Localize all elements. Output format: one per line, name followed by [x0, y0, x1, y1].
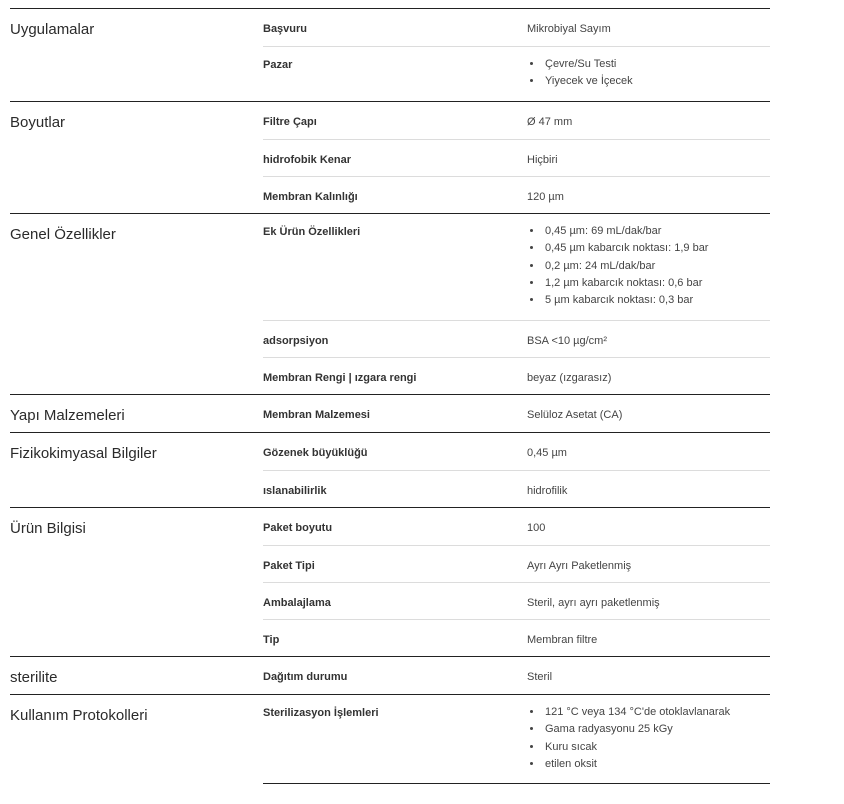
spec-label: Membran Kalınlığı	[263, 190, 358, 203]
section-rows	[263, 9, 770, 101]
list-item: • etilen oksit	[543, 756, 770, 773]
spec-row	[263, 470, 770, 507]
section-sterilite	[10, 656, 770, 694]
spec-value: Membran filtre	[527, 633, 598, 646]
spec-row	[263, 357, 770, 394]
spec-row	[263, 619, 770, 656]
spec-row	[263, 545, 770, 582]
table-end-rule	[263, 783, 770, 784]
spec-row	[263, 320, 770, 357]
section-title: Ürün Bilgisi	[10, 519, 86, 537]
spec-value: Ayrı Ayrı Paketlenmiş	[527, 559, 632, 572]
spec-row	[263, 508, 770, 545]
spec-row	[263, 176, 770, 213]
spec-label: ıslanabilirlik	[263, 484, 327, 497]
spec-value: Steril, ayrı ayrı paketlenmiş	[527, 596, 660, 609]
spec-label: Sterilizasyon İşlemleri	[263, 706, 379, 719]
spec-label: Membran Malzemesi	[263, 408, 370, 421]
spec-label: Dağıtım durumu	[263, 670, 348, 683]
spec-label: Membran Rengi | ızgara rengi	[263, 371, 417, 384]
spec-value: Mikrobiyal Sayım	[527, 23, 611, 35]
spec-value: 120 µm	[527, 190, 564, 203]
section-urun-bilgisi	[10, 507, 770, 656]
section-uygulamalar	[10, 8, 770, 101]
bullet-list	[527, 704, 770, 774]
spec-value: Selüloz Asetat (CA)	[527, 408, 623, 421]
list-item: • Kuru sıcak	[543, 739, 770, 756]
spec-row	[263, 582, 770, 619]
spec-row	[263, 695, 770, 784]
spec-value: beyaz (ızgarasız)	[527, 371, 612, 384]
spec-label: hidrofobik Kenar	[263, 153, 352, 166]
spec-row	[263, 9, 770, 46]
section-boyutlar	[10, 101, 770, 213]
spec-row	[263, 102, 770, 139]
list-item: • Yiyecek ve İçecek	[543, 73, 770, 90]
spec-value-list	[527, 214, 770, 320]
spec-label: Gözenek büyüklüğü	[263, 446, 368, 459]
section-title: Yapı Malzemeleri	[10, 406, 125, 424]
list-item: • Gama radyasyonu 25 kGy	[543, 721, 770, 738]
section-title: Uygulamalar	[10, 21, 95, 38]
section-rows	[263, 395, 770, 432]
list-item: • 0,45 µm: 69 mL/dak/bar	[543, 223, 770, 240]
section-rows	[263, 214, 770, 394]
spec-label: Paket boyutu	[263, 521, 333, 534]
spec-value: 100	[527, 521, 546, 534]
section-rows	[263, 102, 770, 213]
spec-value-list	[527, 695, 770, 784]
section-title: sterilite	[10, 668, 58, 686]
spec-value: hidrofilik	[527, 484, 568, 497]
section-rows	[263, 508, 770, 656]
spec-label: Paket Tipi	[263, 559, 315, 572]
section-title: Genel Özellikler	[10, 225, 116, 243]
spec-label: Ambalajlama	[263, 596, 331, 609]
list-item: • 0,45 µm kabarcık noktası: 1,9 bar	[543, 240, 770, 257]
spec-label: Tip	[263, 633, 280, 646]
spec-value: BSA <10 µg/cm²	[527, 334, 608, 347]
spec-row	[263, 139, 770, 176]
list-item: • 0,2 µm: 24 mL/dak/bar	[543, 258, 770, 275]
spec-value: Steril	[527, 670, 553, 683]
spec-sections	[10, 8, 770, 783]
section-kullanim-protokolleri	[10, 694, 770, 784]
spec-value: Hiçbiri	[527, 153, 558, 166]
spec-row	[263, 46, 770, 101]
section-yapi-malzemeleri	[10, 394, 770, 432]
section-title: Kullanım Protokolleri	[10, 706, 148, 724]
bullet-list	[527, 56, 770, 91]
spec-table	[10, 8, 770, 784]
spec-row	[263, 433, 770, 470]
spec-label: Ek Ürün Özellikleri	[263, 225, 361, 238]
spec-label: adsorpsiyon	[263, 334, 329, 347]
spec-label: Başvuru	[263, 23, 308, 35]
spec-value: 0,45 µm	[527, 446, 567, 459]
list-item: • 121 °C veya 134 °C'de otoklavlanarak	[543, 704, 770, 721]
section-rows	[263, 433, 770, 507]
section-genel-ozellikler	[10, 213, 770, 394]
list-item: • Çevre/Su Testi	[543, 56, 770, 73]
section-rows	[263, 695, 770, 784]
list-item: • 1,2 µm kabarcık noktası: 0,6 bar	[543, 275, 770, 292]
section-fizikokimyasal-bilgiler	[10, 432, 770, 507]
spec-row	[263, 395, 770, 432]
section-title: Boyutlar	[10, 113, 66, 131]
section-rows	[263, 657, 770, 694]
spec-value: Ø 47 mm	[527, 115, 573, 128]
section-title: Fizikokimyasal Bilgiler	[10, 444, 157, 462]
spec-value-list	[527, 47, 770, 101]
spec-row	[263, 214, 770, 320]
bullet-list	[527, 223, 770, 310]
spec-row	[263, 657, 770, 694]
spec-label: Filtre Çapı	[263, 115, 317, 128]
list-item: • 5 µm kabarcık noktası: 0,3 bar	[543, 292, 770, 309]
spec-label: Pazar	[263, 59, 293, 71]
